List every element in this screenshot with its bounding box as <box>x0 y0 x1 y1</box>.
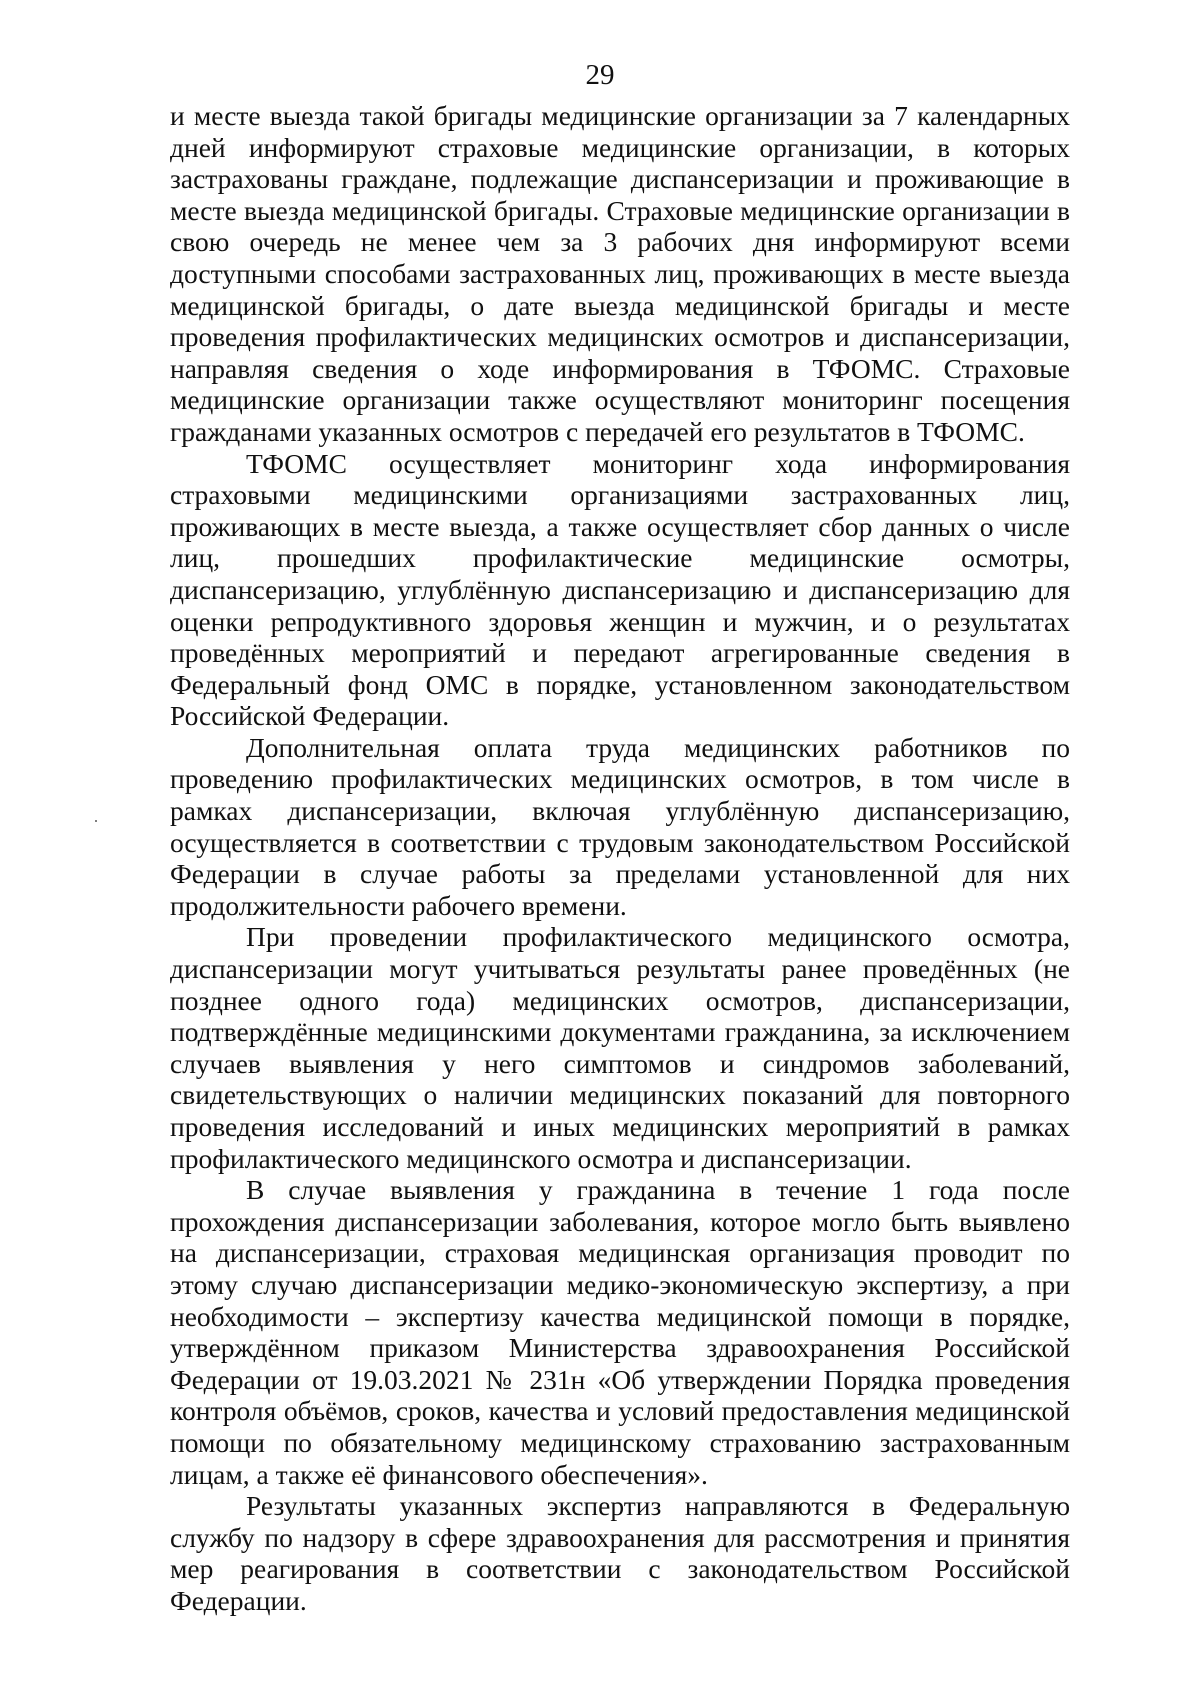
paragraph-expertise-results: Результаты указанных экспертиз направляются в Федеральную службу по надзору в сфере здравоохранения для рассмотрения и принятия мер реагирования в соответствии с законодательством Российской Федерации. <box>170 1490 1070 1616</box>
document-body <box>170 100 1070 1617</box>
paragraph-continuation: и месте выезда такой бригады медицинские организации за 7 календарных дней информируют страховые медицинские организации, в которых застрахованы граждане, подлежащие диспансеризации и проживающие в месте выезда медицинской бригады. Страховые медицинские организации в свою очередь не менее чем за 3 рабочих дня информируют всеми доступными способами застрахованных лиц, проживающих в месте выезда медицинской бригады, о дате выезда медицинской бригады и месте проведения профилактических медицинских осмотров и диспансеризации, направляя сведения о ходе информирования в ТФОМС. Страховые медицинские организации также осуществляют мониторинг посещения гражданами указанных осмотров с передачей его результатов в ТФОМС. <box>170 100 1070 447</box>
paragraph-previous-results: При проведении профилактического медицинского осмотра, диспансеризации могут учитываться результаты ранее проведённых (не позднее одного года) медицинских осмотров, диспансеризации, подтверждённые медицинскими документами гражданина, за исключением случаев выявления у него симптомов и синдромов заболеваний, свидетельствующих о наличии медицинских показаний для повторного проведения исследований и иных медицинских мероприятий в рамках профилактического медицинского осмотра и диспансеризации. <box>170 921 1070 1174</box>
scan-speck <box>95 820 97 822</box>
paragraph-additional-payment: Дополнительная оплата труда медицинских работников по проведению профилактических медицинских осмотров, в том числе в рамках диспансеризации, включая углублённую диспансеризацию, осуществляется в соответствии с трудовым законодательством Российской Федерации в случае работы за пределами установленной для них продолжительности рабочего времени. <box>170 731 1070 921</box>
paragraph-disease-detection: В случае выявления у гражданина в течение 1 года после прохождения диспансеризации заболевания, которое могло быть выявлено на диспансеризации, страховая медицинская организация проводит по этому случаю диспансеризации медико-экономическую экспертизу, а при необходимости – экспертизу качества медицинской помощи в порядке, утверждённом приказом Министерства здравоохранения Российской Федерации от 19.03.2021 № 231н «Об утверждении Порядка проведения контроля объёмов, сроков, качества и условий предоставления медицинской помощи по обязательному медицинскому страхованию застрахованным лицам, а также её финансового обеспечения». <box>170 1174 1070 1490</box>
paragraph-tfoms-monitoring: ТФОМС осуществляет мониторинг хода информирования страховыми медицинскими организациями застрахованных лиц, проживающих в месте выезда, а также осуществляет сбор данных о числе лиц, прошедших профилактические медицинские осмотры, диспансеризацию, углублённую диспансеризацию и диспансеризацию для оценки репродуктивного здоровья женщин и мужчин, и о результатах проведённых мероприятий и передают агрегированные сведения в Федеральный фонд ОМС в порядке, установленном законодательством Российской Федерации. <box>170 447 1070 732</box>
page-number: 29 <box>585 59 615 91</box>
